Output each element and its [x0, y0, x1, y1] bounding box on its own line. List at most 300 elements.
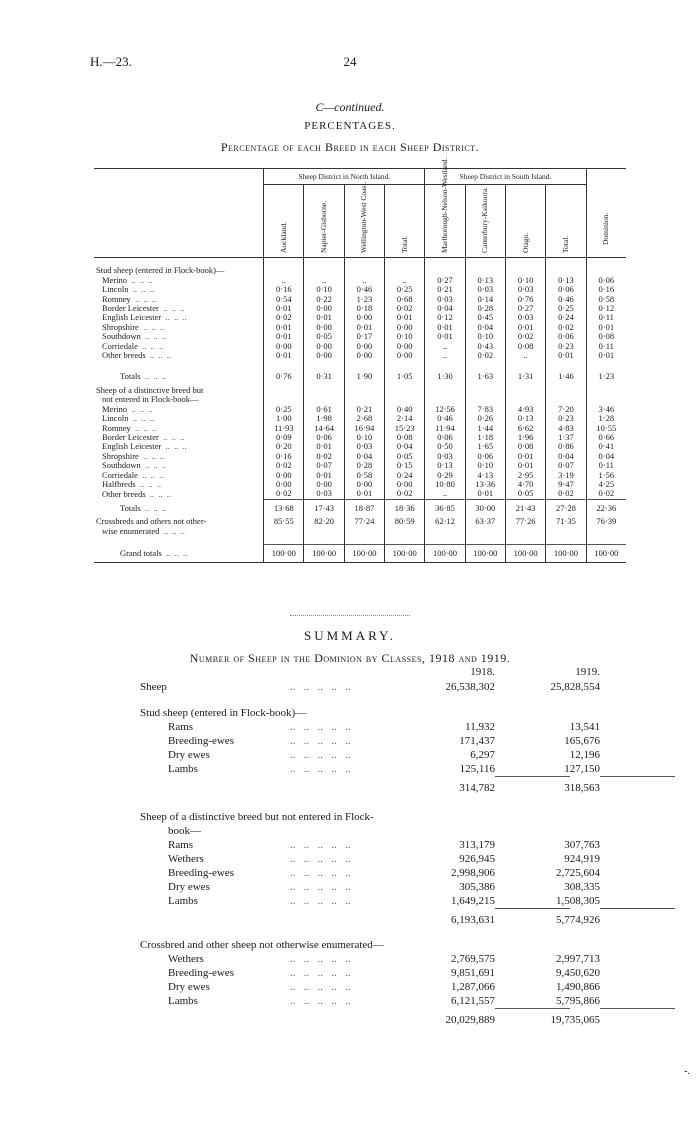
row-label: Romney .. .. ..	[102, 293, 157, 304]
section-divider	[290, 615, 410, 616]
cell-value: 0·02	[586, 489, 626, 499]
value-1918: 171,437	[459, 735, 495, 747]
distinctive-row	[140, 866, 600, 880]
cell-value: 100·00	[465, 544, 505, 562]
leader-dots: .. .. .. .. ..	[290, 867, 351, 879]
cell-value: 0·10	[505, 276, 545, 285]
leader-dots: .. .. .. .. ..	[290, 881, 351, 893]
cell-value: 0·16	[264, 285, 304, 294]
value-1918: 11,932	[465, 721, 495, 733]
cell-value: 18·36	[385, 499, 425, 517]
cell-value: 0·01	[586, 351, 626, 360]
stud-breed-row	[94, 351, 626, 360]
value-1918: 313,179	[459, 839, 495, 851]
crossbred-row-cont	[94, 527, 626, 536]
total-rule	[495, 776, 570, 777]
cell-value: 0·00	[344, 313, 384, 322]
cell-value: ..	[385, 276, 425, 285]
page-number: 24	[343, 54, 357, 69]
cell-value: 0·08	[586, 332, 626, 341]
cell-value: 0·03	[505, 313, 545, 322]
stud-heading	[140, 706, 600, 720]
cell-value: 0·01	[344, 489, 384, 499]
cell-value: 0·27	[505, 304, 545, 313]
distinctive-total-row	[140, 913, 600, 927]
distinctive-row	[140, 880, 600, 894]
cell-value: 0·58	[344, 471, 384, 480]
cell-value: 0·02	[385, 304, 425, 313]
total-rule	[600, 776, 675, 777]
cell-value: 0·01	[264, 332, 304, 341]
value-1918: 6,193,631	[451, 914, 495, 926]
cell-value: 0·02	[385, 489, 425, 499]
leader-dots: .. .. .. .. ..	[290, 735, 351, 747]
cell-value: 0·03	[344, 442, 384, 451]
summary-label: Wethers	[168, 953, 204, 965]
cell-value: ..	[425, 342, 465, 351]
cell-value: 0·01	[264, 304, 304, 313]
distinctive-totals-row	[94, 499, 626, 517]
cell-value: 0·11	[586, 313, 626, 322]
cell-value: 14·64	[304, 424, 344, 433]
cell-value	[465, 386, 505, 395]
value-1918: 20,029,889	[445, 1014, 495, 1026]
cell-value: 0·01	[304, 442, 344, 451]
cell-value: 0·00	[264, 480, 304, 489]
cell-value: 0·00	[304, 351, 344, 360]
value-1919: 5,774,926	[556, 914, 600, 926]
cell-value: 0·10	[465, 332, 505, 341]
cell-value: 0·02	[546, 489, 586, 499]
row-label: Totals .. .. ..	[120, 371, 167, 382]
dominion-column-header: Dominion.	[586, 169, 626, 258]
cell-value: 0·76	[264, 368, 304, 385]
column-header-auckland: Auckland.	[264, 185, 304, 258]
leader-dots: .. .. .. .. ..	[290, 895, 351, 907]
total-rule	[600, 1008, 675, 1009]
cell-value: 13·36	[465, 480, 505, 489]
cell-value: 0·45	[465, 313, 505, 322]
leader-dots: .. .. .. .. ..	[290, 853, 351, 865]
document-reference: H.—23.	[90, 54, 132, 69]
cell-value: 17·43	[304, 499, 344, 517]
cell-value: 100·00	[505, 544, 545, 562]
cell-value	[586, 386, 626, 395]
cell-value: 0·06	[465, 452, 505, 461]
leader-dots: .. .. .. .. ..	[290, 953, 351, 965]
cell-value: 0·09	[264, 433, 304, 442]
distinctive-breed-row	[94, 489, 626, 499]
cell-value: 0·04	[344, 452, 384, 461]
cell-value: 0·58	[586, 295, 626, 304]
cell-value: 0·04	[425, 304, 465, 313]
cell-value	[344, 360, 384, 368]
sheep-total-row	[140, 680, 600, 694]
cell-value: 0·68	[385, 295, 425, 304]
cell-value	[505, 360, 545, 368]
row-label: Other breeds .. .. ..	[102, 488, 172, 499]
cell-value	[304, 360, 344, 368]
value-1919: 924,919	[564, 853, 600, 865]
cell-value: 76·39	[586, 517, 626, 526]
cell-value: 0·23	[546, 342, 586, 351]
cell-value: 1·00	[264, 414, 304, 423]
cell-value: 0·02	[465, 351, 505, 360]
cell-value: 0·01	[505, 461, 545, 470]
cell-value: 0·00	[304, 323, 344, 332]
cell-value	[385, 386, 425, 395]
row-label: Grand totals .. .. ..	[94, 544, 264, 562]
cell-value	[546, 527, 586, 536]
leader-dots: .. .. ..	[159, 525, 185, 536]
leader-dots: .. .. ..	[145, 488, 172, 499]
cell-value: 0·40	[385, 405, 425, 414]
leader-dots: .. .. ..	[127, 274, 153, 285]
cell-value: 13·68	[264, 499, 304, 517]
cell-value: 3·19	[546, 471, 586, 480]
row-label: English Leicester .. .. ..	[102, 441, 187, 452]
column-header-napier-gisborne: Napier-Gisborne.	[304, 185, 344, 258]
cell-value: 0·16	[264, 452, 304, 461]
row-label: Corriedale .. .. ..	[102, 340, 164, 351]
row-label	[94, 360, 264, 368]
cell-value: 1·46	[546, 368, 586, 385]
value-1918: 6,121,557	[451, 995, 495, 1007]
summary-label: Lambs	[168, 995, 198, 1007]
cell-value: 0·17	[344, 332, 384, 341]
value-1919: 12,196	[569, 749, 600, 761]
summary-subtitle: Number of Sheep in the Dominion by Classes, 1918 and 1919.	[189, 651, 511, 665]
cell-value: 0·04	[586, 452, 626, 461]
cell-value: 1·30	[425, 368, 465, 385]
row-label: Merino .. .. ..	[102, 274, 153, 285]
cell-value: 0·00	[304, 304, 344, 313]
value-1918: 1918.	[470, 666, 495, 678]
cell-value: 0·02	[264, 313, 304, 322]
value-1919: 9,450,620	[556, 967, 600, 979]
stud-section-heading	[94, 266, 626, 275]
summary-label: Stud sheep (entered in Flock-book)—	[140, 707, 307, 719]
leader-dots: .. .. ..	[135, 478, 162, 489]
continued-label: C—continued.	[315, 100, 385, 114]
summary-label: Sheep of a distinctive breed but not entered in Flock-	[140, 811, 374, 823]
cell-value	[546, 360, 586, 368]
leader-dots: .. .. ..	[130, 293, 157, 304]
grand-totals-row	[94, 544, 626, 562]
cell-value: 1·96	[505, 433, 545, 442]
cell-value: 0·01	[425, 332, 465, 341]
cell-value: 0·01	[546, 351, 586, 360]
cell-value: 1·44	[465, 424, 505, 433]
cell-value: 0·76	[505, 295, 545, 304]
row-label: Stud sheep (entered in Flock-book)—	[96, 265, 225, 276]
value-1918: 9,851,691	[451, 967, 495, 979]
value-1918: 6,297	[470, 749, 495, 761]
spacer-row	[94, 360, 626, 368]
leader-dots: .. .. ..	[140, 331, 167, 342]
value-1918: 125,116	[459, 763, 495, 775]
column-header-otago: Otago.	[505, 185, 545, 258]
cell-value: 0·02	[264, 489, 304, 499]
cell-value	[505, 527, 545, 536]
cell-value: 1·98	[304, 414, 344, 423]
cell-value: 0·01	[344, 323, 384, 332]
cell-value: 1·31	[505, 368, 545, 385]
cell-value	[465, 258, 505, 267]
cell-value: 0·41	[586, 442, 626, 451]
cell-value: 0·21	[425, 285, 465, 294]
year-header	[140, 665, 600, 679]
cell-value	[546, 258, 586, 267]
total-rule	[600, 908, 675, 909]
cell-value: 15·23	[385, 424, 425, 433]
column-header-south-total: Total.	[546, 185, 586, 258]
cell-value: 0·00	[304, 480, 344, 489]
cell-value: 0·21	[344, 405, 384, 414]
cell-value: ..	[425, 489, 465, 499]
row-label: Shropshire .. .. ..	[102, 321, 165, 332]
cell-value: 0·03	[425, 452, 465, 461]
value-1918: 2,998,906	[451, 867, 495, 879]
row-label: Crossbreds and others not other-	[96, 516, 207, 527]
cell-value	[344, 536, 384, 545]
cell-value: 1·90	[344, 368, 384, 385]
cell-value: 0·25	[546, 304, 586, 313]
cell-value: 4·70	[505, 480, 545, 489]
cell-value	[425, 258, 465, 267]
cell-value: 0·08	[505, 442, 545, 451]
value-1918: 26,538,302	[445, 681, 495, 693]
cell-value: ..	[425, 351, 465, 360]
value-1919: 127,150	[564, 763, 600, 775]
cell-value	[304, 536, 344, 545]
cell-value: 10·80	[425, 480, 465, 489]
crossbred-row	[140, 952, 600, 966]
summary-label: Lambs	[168, 763, 198, 775]
cell-value: 0·25	[385, 285, 425, 294]
cell-value: 0·01	[264, 351, 304, 360]
cell-value	[264, 360, 304, 368]
cell-value: 30·00	[465, 499, 505, 517]
cell-value: 0·04	[546, 452, 586, 461]
cell-value: 36·85	[425, 499, 465, 517]
stud-row	[140, 734, 600, 748]
cell-value: ..	[344, 276, 384, 285]
cell-value: 0·43	[465, 342, 505, 351]
cell-value: 0·00	[344, 351, 384, 360]
summary-label: book—	[168, 825, 201, 837]
row-label: English Leicester .. .. ..	[102, 312, 187, 323]
cell-value: 1·65	[465, 442, 505, 451]
cell-value: 71·35	[546, 517, 586, 526]
cell-value: 9·47	[546, 480, 586, 489]
cell-value: 100·00	[385, 544, 425, 562]
cell-value: 0·00	[385, 342, 425, 351]
cell-value	[425, 360, 465, 368]
cell-value: 0·46	[425, 414, 465, 423]
cell-value	[344, 386, 384, 395]
summary-title: SUMMARY.	[303, 628, 397, 643]
cell-value: 0·13	[505, 414, 545, 423]
cell-value: 0·01	[586, 323, 626, 332]
value-1918: 1,649,215	[451, 895, 495, 907]
cell-value	[586, 527, 626, 536]
cell-value: 1·28	[586, 414, 626, 423]
cell-value	[546, 536, 586, 545]
cell-value: 0·23	[546, 414, 586, 423]
cell-value: 0·00	[385, 480, 425, 489]
leader-dots: .. .. ..	[140, 502, 167, 513]
cell-value: 100·00	[344, 544, 384, 562]
cell-value	[586, 258, 626, 267]
cell-value: 80·59	[385, 517, 425, 526]
cell-value: 0·00	[264, 342, 304, 351]
cell-value: 1·37	[546, 433, 586, 442]
cell-value: 0·00	[304, 342, 344, 351]
value-1919: 2,725,604	[556, 867, 600, 879]
cell-value: 0·05	[304, 332, 344, 341]
leader-dots: .. .. ..	[161, 547, 188, 558]
cell-value	[505, 258, 545, 267]
cell-value: 4·13	[465, 471, 505, 480]
cell-value: 18·87	[344, 499, 384, 517]
cell-value	[264, 258, 304, 267]
value-1919: 1,508,305	[556, 895, 600, 907]
row-label: Halfbreds .. .. ..	[102, 478, 162, 489]
summary-label: Breeding-ewes	[168, 867, 234, 879]
summary-label: Dry ewes	[168, 749, 210, 761]
cell-value: 2·68	[344, 414, 384, 423]
row-label: Southdown .. .. ..	[102, 460, 167, 471]
cell-value: 0·25	[264, 405, 304, 414]
cell-value: 0·12	[425, 313, 465, 322]
cell-value: 7·20	[546, 405, 586, 414]
row-label	[94, 536, 264, 545]
cell-value: 3·46	[586, 405, 626, 414]
leader-dots: .. .. ..	[145, 350, 172, 361]
cell-value: 0·07	[546, 461, 586, 470]
cell-value: 0·66	[586, 433, 626, 442]
cell-value: 0·26	[465, 414, 505, 423]
value-1919: 1919.	[575, 666, 600, 678]
column-header-north-total: Total.	[385, 185, 425, 258]
row-label: not entered in Flock-book—	[102, 394, 199, 405]
value-1919: 2,997,713	[556, 953, 600, 965]
cell-value	[304, 258, 344, 267]
distinctive-row	[140, 852, 600, 866]
cell-value: 77·26	[505, 517, 545, 526]
distinctive-row	[140, 894, 600, 908]
cell-value: 0·01	[505, 452, 545, 461]
row-label: Romney .. .. ..	[102, 422, 157, 433]
value-1919: 19,735,065	[550, 1014, 600, 1026]
cell-value: 2·95	[505, 471, 545, 480]
cell-value	[385, 527, 425, 536]
value-1918: 305,386	[459, 881, 495, 893]
value-1918: 2,769,575	[451, 953, 495, 965]
cell-value: 0·03	[505, 285, 545, 294]
leader-dots: .. .. .. .. ..	[290, 981, 351, 993]
cell-value: 0·15	[385, 461, 425, 470]
cell-value: 0·46	[344, 285, 384, 294]
crossbred-row	[140, 980, 600, 994]
cell-value: 0·10	[465, 461, 505, 470]
cell-value	[505, 386, 545, 395]
cell-value: 0·54	[264, 295, 304, 304]
margin-mark: -.	[684, 1066, 690, 1077]
cell-value: 0·02	[304, 452, 344, 461]
cell-value: 4·93	[505, 405, 545, 414]
cell-value	[385, 258, 425, 267]
cell-value: 0·06	[546, 332, 586, 341]
cell-value	[304, 527, 344, 536]
cell-value: 0·03	[425, 295, 465, 304]
cell-value: 27·28	[546, 499, 586, 517]
column-header-wellington-west-coast: Wellington-West Coast.	[344, 185, 384, 258]
cell-value	[425, 536, 465, 545]
row-label: Shropshire .. .. ..	[102, 450, 165, 461]
cell-value: 16·94	[344, 424, 384, 433]
summary-label: Crossbred and other sheep not otherwise enumerated—	[140, 939, 384, 951]
cell-value: 0·14	[465, 295, 505, 304]
cell-value	[264, 536, 304, 545]
cell-value: 1·63	[465, 368, 505, 385]
cell-value	[505, 536, 545, 545]
north-island-group-header: Sheep District in North Island.	[264, 169, 425, 185]
value-1919: 1,490,866	[556, 981, 600, 993]
cell-value: 0·00	[344, 480, 384, 489]
row-label: Border Leicester .. .. ..	[102, 431, 185, 442]
cell-value	[264, 386, 304, 395]
cell-value: 6·62	[505, 424, 545, 433]
leader-dots: .. .. ..	[158, 303, 185, 314]
value-1919: 307,763	[564, 839, 600, 851]
summary-label: Breeding-ewes	[168, 967, 234, 979]
leader-dots: .. .. .. .. ..	[290, 749, 351, 761]
cell-value	[385, 360, 425, 368]
leader-dots: .. .. .. .. ..	[290, 995, 351, 1007]
cell-value: 0·46	[546, 295, 586, 304]
cell-value: 0·02	[264, 461, 304, 470]
table-body	[94, 258, 626, 563]
cell-value	[465, 536, 505, 545]
cell-value: 0·06	[546, 285, 586, 294]
cell-value: 0·01	[425, 323, 465, 332]
row-label: Border Leicester .. .. ..	[102, 303, 185, 314]
section-title: PERCENTAGES.	[304, 120, 396, 132]
leader-dots: .. .. .. .. ..	[290, 721, 351, 733]
south-island-group-header: Sheep District in South Island.	[425, 169, 586, 185]
value-1919: 318,563	[564, 782, 600, 794]
cell-value: 0·16	[586, 285, 626, 294]
cell-value: 0·27	[425, 276, 465, 285]
value-1919: 5,795,866	[556, 995, 600, 1007]
cell-value	[344, 258, 384, 267]
cell-value: 0·02	[546, 323, 586, 332]
leader-dots: .. .. ..	[161, 441, 187, 452]
value-1918: 314,782	[459, 782, 495, 794]
cell-value: 0·00	[344, 342, 384, 351]
cell-value: 77·24	[344, 517, 384, 526]
leader-dots: .. .. ..	[137, 469, 164, 480]
cell-value	[425, 527, 465, 536]
cell-value: 0·05	[385, 452, 425, 461]
summary-label: Dry ewes	[168, 981, 210, 993]
summary-label: Wethers	[168, 853, 204, 865]
cell-value: ..	[505, 351, 545, 360]
summary-label: Sheep	[140, 681, 167, 693]
value-1918: 1,287,066	[451, 981, 495, 993]
